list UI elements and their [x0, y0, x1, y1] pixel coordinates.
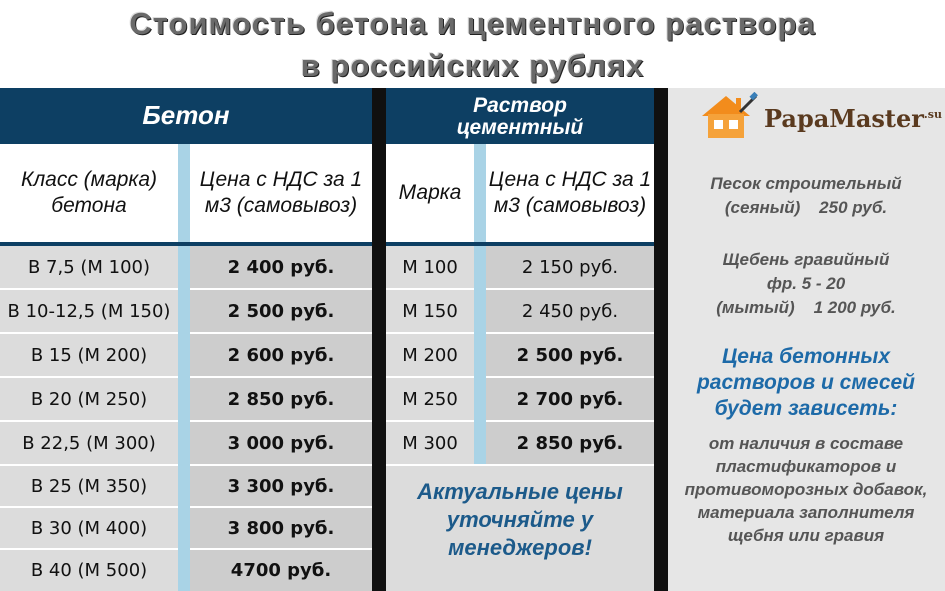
beton-class-cell: B 7,5 (M 100) [0, 246, 178, 288]
beton-price-header: Цена с НДС за 1 м3 (самовывоз) [199, 168, 363, 217]
papamaster-logo[interactable] [696, 92, 942, 142]
logo-text [764, 104, 942, 133]
beton-price-cell: 2 400 руб. [190, 246, 372, 288]
rastvor-header [386, 95, 654, 139]
beton-class-cell: B 15 (M 200) [0, 334, 178, 376]
logo-domain: .su [923, 108, 942, 121]
beton-class-cell: B 25 (M 350) [0, 466, 178, 506]
rastvor-mark-cell: M 250 [386, 378, 474, 420]
page-title-line1: Стоимость бетона и цементного раствора [129, 6, 816, 41]
beton-class-cell: B 20 (M 250) [0, 378, 178, 420]
beton-price-cell: 3 300 руб. [190, 466, 372, 506]
gravel-line1: Щебень гравийный [722, 250, 890, 269]
rastvor-price-cell: 2 700 руб. [486, 378, 654, 420]
column-divider [372, 88, 386, 591]
rastvor-header-line1: Раствор [473, 94, 567, 117]
rastvor-mark-cell: M 100 [386, 246, 474, 288]
beton-class-cell: B 40 (M 500) [0, 550, 178, 591]
rastvor-mark-cell: M 300 [386, 422, 474, 464]
beton-class-cell: B 30 (M 400) [0, 508, 178, 548]
beton-price-cell: 2 600 руб. [190, 334, 372, 376]
sand-line2: (сеяный) 250 руб. [724, 198, 888, 217]
promo-text: Актуальные цены уточняйте у менеджеров! [417, 479, 623, 560]
gravel-line2: фр. 5 - 20 [766, 274, 846, 293]
rastvor-price-cell: 2 150 руб. [486, 246, 654, 288]
rastvor-mark-cell: M 150 [386, 290, 474, 332]
beton-price-cell: 3 800 руб. [190, 508, 372, 548]
rastvor-price-cell: 2 500 руб. [486, 334, 654, 376]
beton-header: Бетон [142, 100, 230, 130]
house-icon [696, 92, 758, 142]
rastvor-mark-header: Марка [398, 181, 462, 204]
rastvor-price-cell: 2 450 руб. [486, 290, 654, 332]
logo-main: PapaMaster [764, 104, 924, 133]
rastvor-column-stripe [474, 144, 486, 464]
price-factors-heading: Цена бетонных растворов и смесей будет зависеть: [696, 345, 916, 420]
sand-line1: Песок строительный [710, 174, 902, 193]
beton-class-cell: B 10-12,5 (M 150) [0, 290, 178, 332]
gravel-line3: (мытый) 1 200 руб. [716, 298, 896, 317]
rastvor-price-cell: 2 850 руб. [486, 422, 654, 464]
beton-price-cell: 4700 руб. [190, 550, 372, 591]
price-factors-note: от наличия в составе пластификаторов и противоморозных добавок, материала заполнителя щебня или гравия [684, 434, 928, 545]
sand-price [672, 172, 940, 220]
rastvor-mark-cell: M 200 [386, 334, 474, 376]
beton-column-stripe [178, 144, 190, 591]
rastvor-price-header: Цена с НДС за 1 м3 (самовывоз) [488, 168, 652, 217]
rastvor-header-line2: цементный [456, 116, 584, 139]
page-title-line2: в российских рублях [300, 48, 645, 83]
beton-class-cell: B 22,5 (M 300) [0, 422, 178, 464]
gravel-price [672, 248, 940, 320]
beton-price-cell: 3 000 руб. [190, 422, 372, 464]
beton-class-header: Класс (марка) бетона [20, 168, 158, 217]
column-divider-2 [654, 88, 668, 591]
beton-price-cell: 2 850 руб. [190, 378, 372, 420]
beton-price-cell: 2 500 руб. [190, 290, 372, 332]
